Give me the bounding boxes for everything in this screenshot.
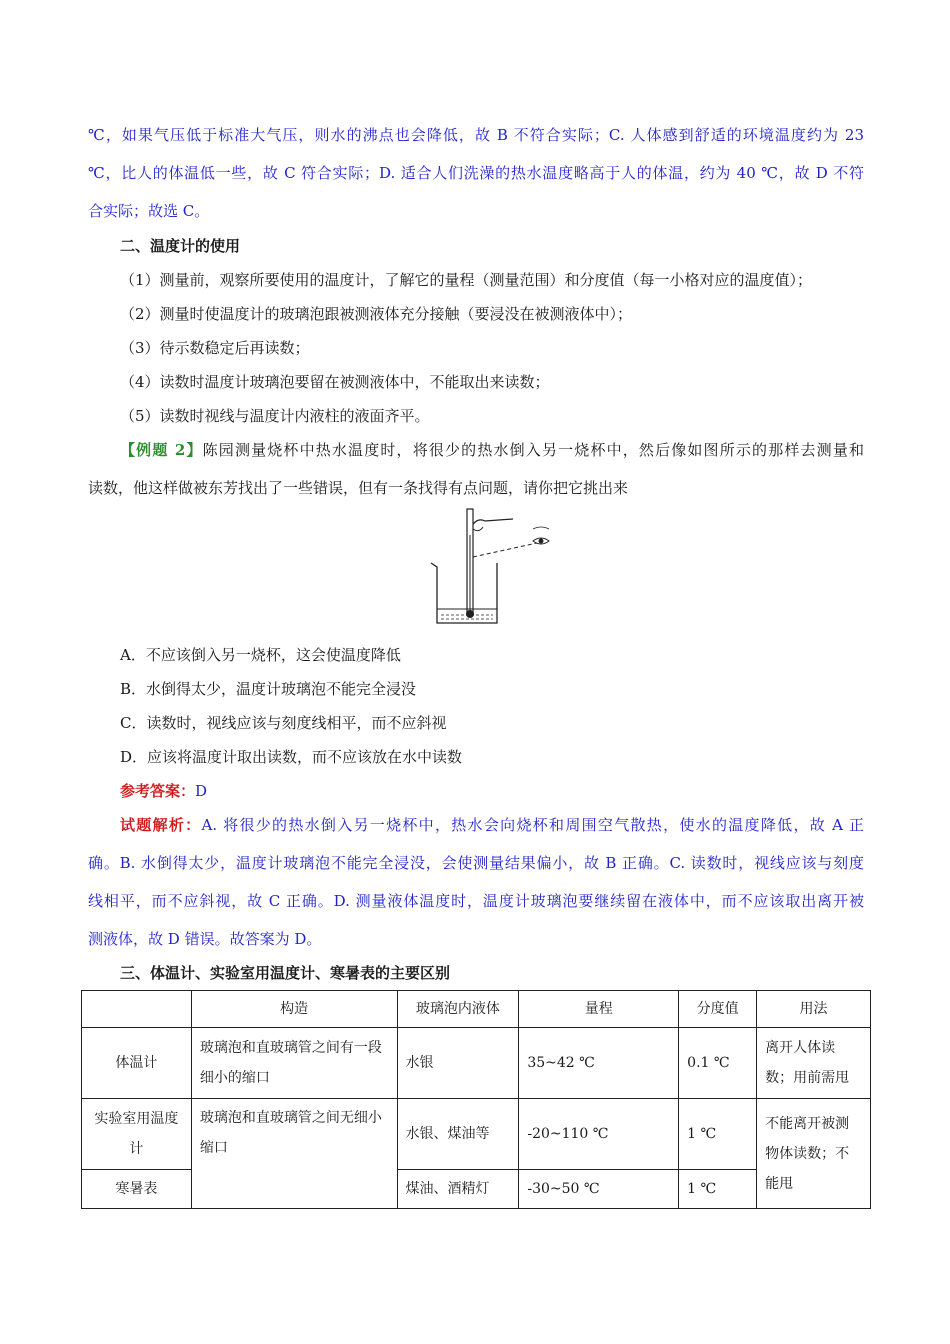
table-row [82, 1028, 871, 1099]
question-stem [120, 440, 864, 460]
section-heading: 二、温度计的使用 [120, 237, 241, 255]
table-cell: 离开人体读数；用前需甩 [757, 1028, 871, 1099]
table-row [82, 1099, 871, 1170]
text-line: ℃，比人的体温低一些，故 C 符合实际；D. 适合人们洗澡的热水温度略高于人的体温，约为 40 ℃，故 D 不符 [88, 164, 864, 182]
comparison-table [81, 990, 871, 1209]
option-d: D．应该将温度计取出读数，而不应该放在水中读数 [120, 748, 463, 766]
table-header-cell: 量程 [519, 991, 679, 1028]
option-c: C．读数时，视线应该与刻度线相平，而不应斜视 [120, 714, 447, 732]
table-cell: -30~50 ℃ [519, 1170, 679, 1209]
text-line: 合实际；故选 C。 [88, 202, 210, 220]
list-item: （5）读数时视线与温度计内液柱的液面齐平。 [120, 407, 430, 425]
answer-label: 参考答案： [120, 782, 196, 800]
table-cell: 实验室用温度计 [82, 1099, 192, 1170]
section-heading: 三、体温计、实验室用温度计、寒暑表的主要区别 [120, 964, 451, 982]
option-b: B．水倒得太少，温度计玻璃泡不能完全浸没 [120, 680, 417, 698]
table-header-cell: 玻璃泡内液体 [397, 991, 519, 1028]
table-header-cell: 用法 [757, 991, 871, 1028]
table-cell: 煤油、酒精灯 [397, 1170, 519, 1209]
beaker-thermometer-figure [425, 505, 555, 630]
list-item: （1）测量前，观察所要使用的温度计，了解它的量程（测量范围）和分度值（每一小格对应的温度值）； [120, 271, 813, 289]
analysis-text: 测液体，故 D 错误。故答案为 D。 [88, 930, 322, 948]
table-cell: -20~110 ℃ [519, 1099, 679, 1170]
table-header-cell [82, 991, 192, 1028]
question-text: 读数，他这样做被东芳找出了一些错误，但有一条找得有点问题，请你把它挑出来 [88, 479, 629, 497]
table-cell: 1 ℃ [679, 1170, 757, 1209]
table-cell: 水银、煤油等 [397, 1099, 519, 1170]
answer-line [120, 781, 207, 801]
analysis-line [120, 815, 864, 835]
table-cell: 35~42 ℃ [519, 1028, 679, 1099]
option-a: A．不应该倒入另一烧杯，这会使温度降低 [120, 646, 401, 664]
list-item: （3）待示数稳定后再读数； [120, 339, 310, 357]
table-cell: 0.1 ℃ [679, 1028, 757, 1099]
table-cell: 水银 [397, 1028, 519, 1099]
table-cell: 玻璃泡和直玻璃管之间有一段细小的缩口 [191, 1028, 397, 1099]
list-item: （2）测量时使温度计的玻璃泡跟被测液体充分接触（要浸没在被测液体中）； [120, 305, 633, 323]
table-cell: 不能离开被测物体读数；不能甩 [757, 1099, 871, 1209]
table-cell: 体温计 [82, 1028, 192, 1099]
table-header-cell: 构造 [191, 991, 397, 1028]
table-cell: 寒暑表 [82, 1170, 192, 1209]
table-header-cell: 分度值 [679, 991, 757, 1028]
table-cell: 1 ℃ [679, 1099, 757, 1170]
text-line: ℃，如果气压低于标准大气压，则水的沸点也会降低，故 B 不符合实际；C. 人体感到舒适的环境温度约为 23 [88, 126, 864, 144]
analysis-label: 试题解析： [120, 816, 202, 834]
table-header-row [82, 991, 871, 1028]
analysis-text: 确。B. 水倒得太少，温度计玻璃泡不能完全浸没，会使测量结果偏小，故 B 正确。C. 读数时，视线应该与刻度 [88, 854, 864, 872]
analysis-text: 线相平，而不应斜视，故 C 正确。D. 测量液体温度时，温度计玻璃泡要继续留在液体中，而不应该取出离开被 [88, 892, 864, 910]
example-tag: 【例题 2】 [120, 441, 203, 459]
table-cell: 玻璃泡和直玻璃管之间无细小缩口 [191, 1099, 397, 1209]
question-text: 陈园测量烧杯中热水温度时，将很少的热水倒入另一烧杯中，然后像如图所示的那样去测量和 [202, 441, 864, 459]
list-item: （4）读数时温度计玻璃泡要留在被测液体中，不能取出来读数； [120, 373, 550, 391]
analysis-text: A. 将很少的热水倒入另一烧杯中，热水会向烧杯和周围空气散热，使水的温度降低，故 A 正 [201, 816, 864, 834]
answer-value: D [195, 782, 208, 800]
